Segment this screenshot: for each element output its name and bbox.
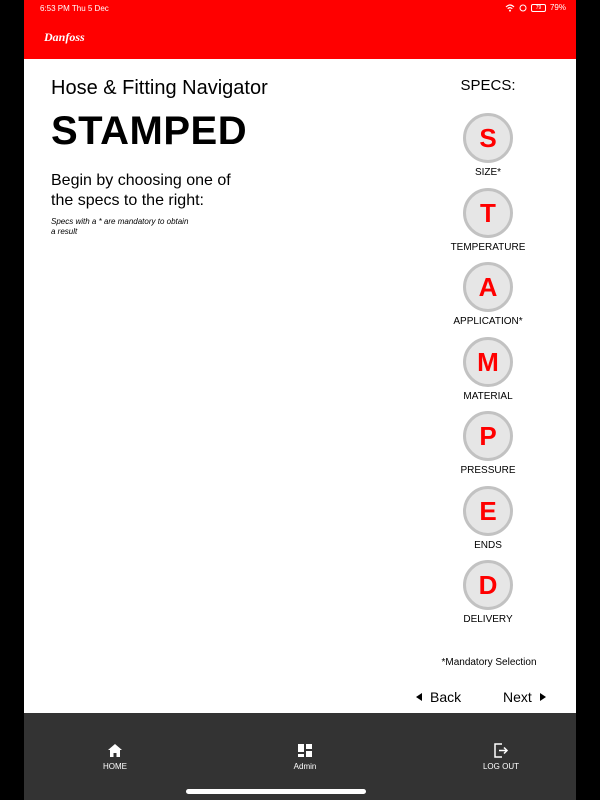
spec-letter-p: P [463, 411, 513, 461]
spec-temperature-button[interactable] [438, 188, 538, 253]
spec-label-ends: ENDS [474, 540, 502, 551]
tab-home[interactable] [75, 743, 155, 771]
home-icon [107, 743, 123, 758]
mandatory-note-text: Specs with a * are mandatory to obtain a result [51, 217, 189, 236]
danfoss-logo: Danfoss [44, 30, 85, 44]
spec-letter-a: A [463, 262, 513, 312]
spec-material-button[interactable] [438, 337, 538, 402]
tab-admin-label: Admin [293, 762, 317, 771]
tab-bar [24, 713, 576, 800]
back-button[interactable] [416, 689, 461, 705]
back-label: Back [430, 689, 462, 705]
spec-ends-button[interactable] [438, 486, 538, 551]
main-content [24, 59, 576, 713]
header-bar [24, 0, 576, 59]
spec-letter-t: T [463, 188, 513, 238]
spec-label-material: MATERIAL [463, 391, 513, 402]
spec-letter-d: D [463, 560, 513, 610]
home-indicator [186, 789, 366, 794]
hero-title: STAMPED [51, 109, 248, 153]
battery-percent: 79% [549, 3, 566, 12]
tab-logout[interactable] [461, 743, 541, 771]
next-label: Next [503, 689, 532, 705]
spec-letter-m: M [463, 337, 513, 387]
tab-admin[interactable] [265, 743, 345, 771]
status-indicators [505, 3, 566, 12]
spec-label-temperature: TEMPERATURE [450, 242, 526, 253]
status-bar [24, 0, 576, 16]
next-button[interactable] [503, 689, 546, 705]
tab-logout-label: LOG OUT [482, 762, 519, 771]
wifi-icon [505, 4, 515, 12]
spec-label-application: APPLICATION* [453, 316, 523, 327]
spec-label-pressure: PRESSURE [460, 465, 516, 476]
status-time: 6:53 PM Thu 5 Dec [40, 4, 109, 13]
spec-size-button[interactable] [438, 113, 538, 178]
spec-pressure-button[interactable] [438, 411, 538, 476]
spec-label-size: SIZE* [474, 167, 502, 178]
spec-letter-s: S [463, 113, 513, 163]
spec-application-button[interactable] [438, 262, 538, 327]
mandatory-selection-note: *Mandatory Selection [441, 657, 537, 668]
lock-rotation-icon [519, 4, 527, 12]
battery-icon: 79 [531, 4, 546, 12]
specs-heading: SPECS: [460, 77, 516, 94]
chevron-right-icon [540, 693, 546, 701]
spec-delivery-button[interactable] [438, 560, 538, 625]
dashboard-icon [297, 743, 313, 758]
spec-label-delivery: DELIVERY [463, 614, 513, 625]
tab-home-label: HOME [103, 762, 127, 771]
logout-icon [493, 743, 509, 758]
intro-text: Begin by choosing one of the specs to the right: [51, 172, 231, 209]
spec-letter-e: E [463, 486, 513, 536]
app-title: Hose & Fitting Navigator [51, 77, 268, 99]
app-screen [24, 0, 576, 800]
chevron-left-icon [416, 693, 422, 701]
